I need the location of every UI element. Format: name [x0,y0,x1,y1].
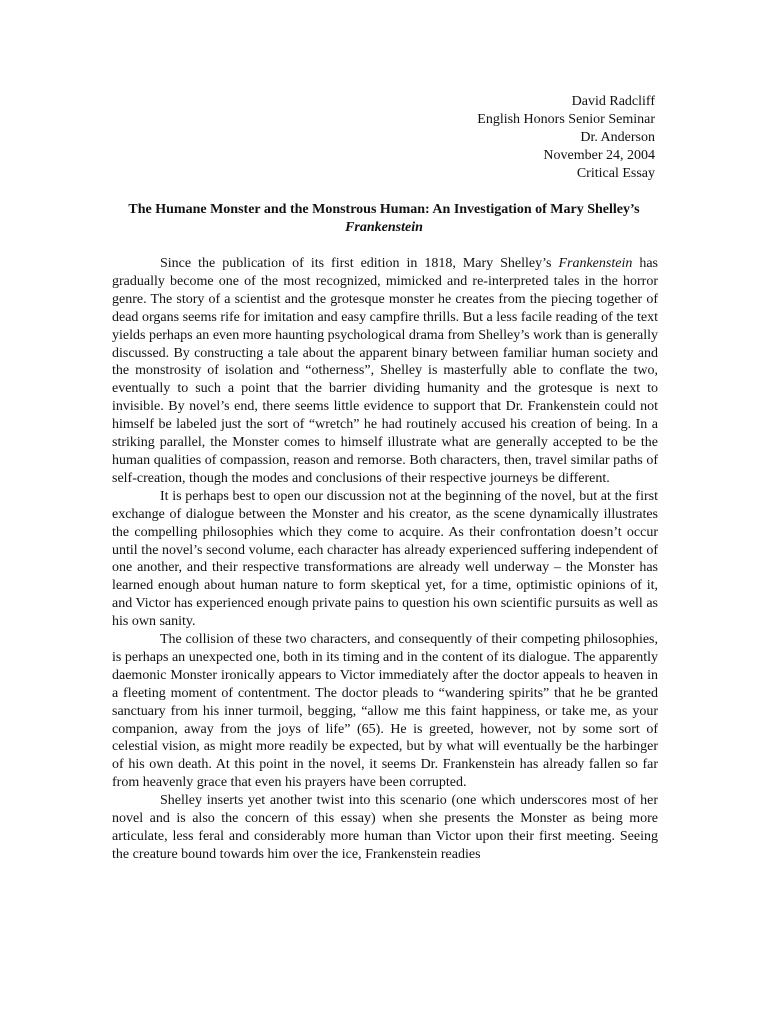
paragraph-1-rest: has gradually become one of the most recognized, mimicked and re-interpreted tales in the horror genre. The story of a scientist and the grotesque monster he creates from the piecing together of dead organs seems rife for imitation and easy campfire thrills. But a less facile reading of the text yields perhaps an even more haunting psychological drama from Shelley’s work than is generally discussed. By constructing a tale about the apparent binary between familiar human society and the monstrosity of isolation and “otherness”, Shelley is masterfully able to conflate the two, eventually to such a point that the barrier dividing humanity and the grotesque is next to invisible. By novel’s end, there seems little evidence to support that Dr. Frankenstein could not himself be labeled just the sort of “wretch” he had routinely accused his creation of being. In a striking parallel, the Monster comes to himself illustrate what are generally accepted to be the human qualities of compassion, reason and remorse. Both characters, then, travel similar paths of self-creation, though the modes and conclusions of their respective journeys be different. [112,256,658,486]
title-work: Frankenstein [345,220,423,235]
essay-body [112,255,658,864]
paragraph-1-italic-title: Frankenstein [558,256,633,271]
essay-header [477,93,655,183]
instructor-name: Dr. Anderson [580,130,655,145]
title-main: The Humane Monster and the Monstrous Human: An Investigation of Mary Shelley’s [128,202,640,217]
course-name: English Honors Senior Seminar [477,112,655,127]
essay-title [112,201,656,237]
paragraph-1-start: Since the publication of its first edition in 1818, Mary Shelley’s [160,256,559,271]
essay-date: November 24, 2004 [543,148,655,163]
paragraph-3: The collision of these two characters, and consequently of their competing philosophies, is perhaps an unexpected one, both in its timing and in the content of its dialogue. The apparently daemonic Monster ironically appears to Victor immediately after the doctor appeals to heaven in a fleeting moment of contentment. The doctor pleads to “wandering spirits” that he be granted sanctuary from his inner turmoil, begging, “allow me this faint happiness, or take me, as your companion, away from the joys of life” (65). He is greeted, however, not by some sort of celestial vision, as might more readily be expected, but by what will eventually be the harbinger of his own death. At this point in the novel, it seems Dr. Frankenstein has already fallen so far from heavenly grace that even his prayers have been corrupted. [112,632,658,791]
author-name: David Radcliff [571,94,655,109]
paragraph-4: Shelley inserts yet another twist into this scenario (one which underscores most of her novel and is also the concern of this essay) when she presents the Monster as being more articulate, less feral and considerably more human than Victor upon their first meeting. Seeing the creature bound towards him over the ice, Frankenstein readies [112,793,658,862]
paragraph-1 [112,255,658,488]
assignment-type: Critical Essay [576,166,655,181]
paragraph-2: It is perhaps best to open our discussion not at the beginning of the novel, but at the first exchange of dialogue between the Monster and his creator, as the scene dynamically illustrates the compelling philosophies which they come to acquire. As their confrontation doesn’t occur until the novel’s second volume, each character has already experienced suffering independent of one another, and their respective transformations are already well underway – the Monster has learned enough about human nature to form skeptical yet, for a time, optimistic opinions of it, and Victor has experienced enough private pains to question his own scientific pursuits as well as his own sanity. [112,488,658,630]
